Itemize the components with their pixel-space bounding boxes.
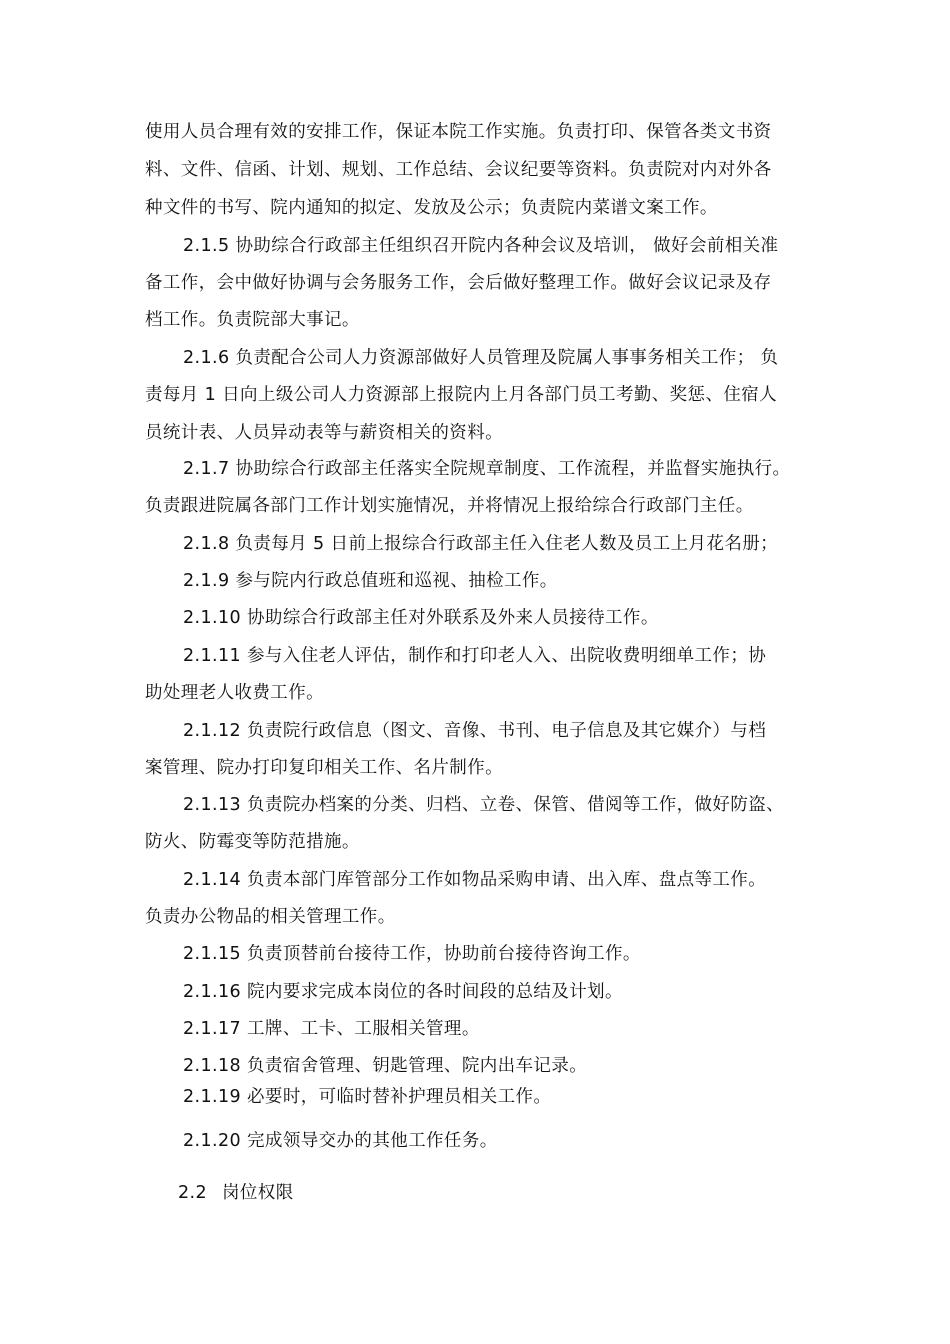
section-heading <box>178 1180 843 1206</box>
text-line: 2.1.5 协助综合行政部主任组织召开院内各种会议及培训， 做好会前相关准 <box>183 236 779 256</box>
text-line: 防火、防霉变等防范措施。 <box>145 832 360 852</box>
text-line: 员统计表、人员异动表等与薪资相关的资料。 <box>145 423 503 443</box>
text-line: 备工作，会中做好协调与会务服务工作，会后做好整理工作。做好会议记录及存 <box>145 273 772 293</box>
text-line: 2.1.11 参与入住老人评估，制作和打印老人入、出院收费明细单工作；协 <box>183 646 767 666</box>
text-line: 2.1.7 协助综合行政部主任落实全院规章制度、工作流程，并监督实施执行。 <box>183 459 791 479</box>
text-line: 2.1.14 负责本部门库管部分工作如物品采购申请、出入库、盘点等工作。 <box>183 870 767 890</box>
text-line: 责每月 1 日向上级公司人力资源部上报院内上月各部门员工考勤、奖惩、住宿人 <box>145 385 778 405</box>
text-line: 使用人员合理有效的安排工作，保证本院工作实施。负责打印、保管各类文书资 <box>145 122 772 142</box>
section-title: 岗位权限 <box>222 1183 294 1203</box>
text-line: 2.1.6 负责配合公司人力资源部做好人员管理及院属人事事务相关工作； 负 <box>183 348 779 368</box>
text-line: 2.1.8 负责每月 5 日前上报综合行政部主任入住老人数及员工上月花名册； <box>183 534 779 554</box>
text-line: 2.1.10 协助综合行政部主任对外联系及外来人员接待工作。 <box>183 608 659 628</box>
text-line: 案管理、院办打印复印相关工作、名片制作。 <box>145 758 503 778</box>
text-line: 2.1.19 必要时，可临时替补护理员相关工作。 <box>183 1087 552 1107</box>
text-line: 2.1.13 负责院办档案的分类、归档、立卷、保管、借阅等工作，做好防盗、 <box>183 795 785 815</box>
section-number: 2.2 <box>178 1183 208 1203</box>
text-line: 2.1.20 完成领导交办的其他工作任务。 <box>183 1131 498 1151</box>
text-line: 2.1.15 负责顶替前台接待工作，协助前台接待咨询工作。 <box>183 944 641 964</box>
text-line: 档工作。负责院部大事记。 <box>145 310 360 330</box>
text-line: 种文件的书写、院内通知的拟定、发放及公示；负责院内菜谱文案工作。 <box>145 198 718 218</box>
text-line: 助处理老人收费工作。 <box>145 683 324 703</box>
text-line: 2.1.17 工牌、工卡、工服相关管理。 <box>183 1019 480 1039</box>
text-line: 2.1.12 负责院行政信息（图文、音像、书刊、电子信息及其它媒介）与档 <box>183 721 767 741</box>
text-line: 料、文件、信函、计划、规划、工作总结、会议纪要等资料。负责院对内对外各 <box>145 160 772 180</box>
text-line: 2.1.18 负责宿舍管理、钥匙管理、院内出车记录。 <box>183 1056 588 1076</box>
text-line: 2.1.9 参与院内行政总值班和巡视、抽检工作。 <box>183 571 558 591</box>
text-line: 负责跟进院属各部门工作计划实施情况，并将情况上报给综合行政部门主任。 <box>145 496 754 516</box>
text-line: 2.1.16 院内要求完成本岗位的各时间段的总结及计划。 <box>183 982 623 1002</box>
text-line: 负责办公物品的相关管理工作。 <box>145 907 396 927</box>
